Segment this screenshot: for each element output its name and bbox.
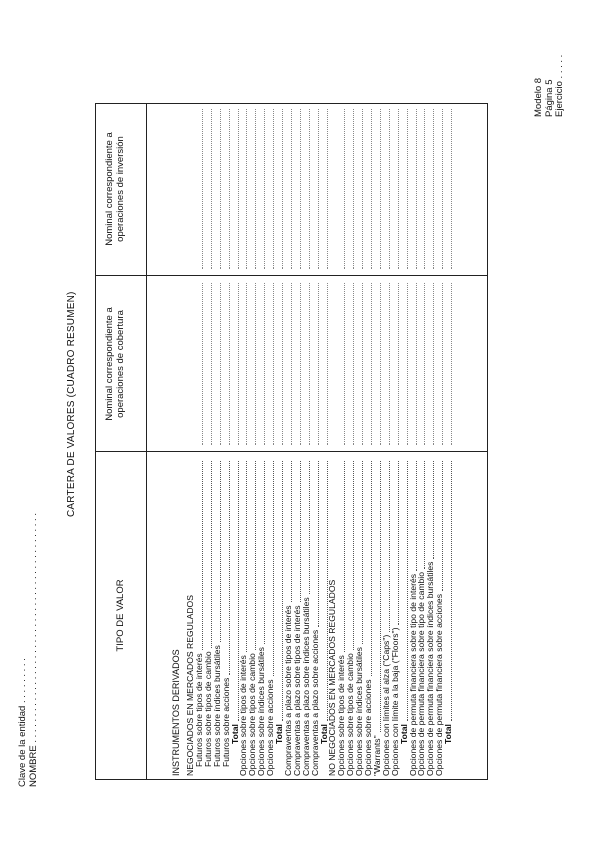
entity-header <box>18 513 39 787</box>
table-row-label <box>213 645 222 767</box>
value-field-investment[interactable] <box>273 109 274 269</box>
value-field-investment[interactable] <box>327 109 328 269</box>
leader-dots <box>246 461 247 652</box>
entity-key-label: Clave de la entidad <box>17 705 28 787</box>
row-text: Opciones de permuta financiera sobre índices bursátiles <box>425 561 436 776</box>
row-text: Opciones sobre índices bursátiles <box>256 647 267 776</box>
row-text: Opciones con límite a la baja ("Floors") <box>389 627 400 776</box>
value-field-hedge[interactable] <box>273 283 274 445</box>
row-text: Opciones con límites al alza ("Caps") <box>380 634 391 776</box>
row-text: Opciones sobre acciones <box>265 679 276 776</box>
value-field-investment[interactable] <box>255 109 256 269</box>
leader-dots <box>273 461 274 676</box>
value-field-hedge[interactable] <box>291 283 292 445</box>
value-field-hedge[interactable] <box>344 283 345 445</box>
value-field-investment[interactable] <box>380 109 381 269</box>
value-field-investment[interactable] <box>318 109 319 269</box>
value-field-investment[interactable] <box>246 109 247 269</box>
row-text: Opciones de permuta financiera sobre acciones <box>434 593 445 776</box>
value-field-investment[interactable] <box>398 109 399 269</box>
name-line <box>29 513 39 787</box>
value-field-hedge[interactable] <box>309 283 310 445</box>
leader-dots <box>433 461 434 559</box>
value-field-investment[interactable] <box>407 109 408 269</box>
value-field-investment[interactable] <box>344 109 345 269</box>
row-text: NEGOCIADOS EN MERCADOS REGULADOS <box>185 595 195 776</box>
section-title: INSTRUMENTOS DERIVADOS <box>171 649 181 776</box>
leader-dots <box>229 461 230 675</box>
value-field-hedge[interactable] <box>362 283 363 445</box>
value-field-hedge[interactable] <box>327 283 328 445</box>
value-field-hedge[interactable] <box>220 283 221 445</box>
row-text: Futuros sobre acciones <box>220 677 231 767</box>
leader-dots <box>451 461 452 721</box>
value-field-hedge[interactable] <box>238 283 239 445</box>
entity-key-dots: . . . . . . . . . <box>17 658 28 704</box>
row-text: Opciones de permuta financiera sobre tipo de cambio <box>416 572 427 776</box>
value-field-hedge[interactable] <box>255 283 256 445</box>
leader-dots <box>202 461 203 650</box>
value-field-hedge[interactable] <box>246 283 247 445</box>
row-text: Opciones sobre acciones <box>363 679 373 776</box>
row-text: "Warrants" <box>371 735 382 776</box>
value-field-investment[interactable] <box>389 109 390 269</box>
page-label: Página 5 <box>543 79 555 117</box>
leader-dots <box>264 461 265 644</box>
column-header-investment: Nominal correspondiente a operaciones de inversión <box>104 132 126 246</box>
entity-key-line <box>18 513 28 787</box>
summary-table <box>95 103 488 780</box>
value-field-hedge[interactable] <box>389 283 390 445</box>
value-field-hedge[interactable] <box>202 283 203 445</box>
leader-dots <box>353 461 354 650</box>
leader-dots <box>371 461 372 676</box>
value-field-hedge[interactable] <box>442 283 443 445</box>
value-field-investment[interactable] <box>433 109 434 269</box>
row-text: NO NEGOCIADOS EN MERCADOS REGULADOS <box>327 579 338 776</box>
value-field-hedge[interactable] <box>398 283 399 445</box>
row-text: Compraventas a plazo sobre índices bursátiles <box>300 597 311 776</box>
leader-dots <box>220 461 221 642</box>
column-header-type: TIPO DE VALOR <box>115 579 126 652</box>
name-label: NOMBRE <box>27 745 39 787</box>
value-field-investment[interactable] <box>371 109 372 269</box>
column-divider-1 <box>96 451 487 452</box>
value-field-hedge[interactable] <box>264 283 265 445</box>
value-field-investment[interactable] <box>442 109 443 269</box>
value-field-hedge[interactable] <box>300 283 301 445</box>
leader-dots <box>398 461 399 625</box>
value-field-hedge[interactable] <box>371 283 372 445</box>
row-text: Total <box>398 724 409 744</box>
value-field-investment[interactable] <box>424 109 425 269</box>
value-field-hedge[interactable] <box>353 283 354 445</box>
table-row-label <box>311 630 320 776</box>
page-title: CARTERA DE VALORES (CUADRO RESUMEN) <box>66 291 77 517</box>
row-text: Opciones sobre tipos de cambio <box>345 653 356 776</box>
leader-dots <box>416 461 417 571</box>
row-text: Opciones sobre índices bursátiles <box>354 647 365 776</box>
value-field-hedge[interactable] <box>451 283 452 445</box>
total-row-label <box>400 724 409 744</box>
value-field-hedge[interactable] <box>424 283 425 445</box>
row-text: Opciones sobre tipos de interés <box>238 655 249 776</box>
row-text: Futuros sobre índices bursátiles <box>211 645 222 767</box>
row-text: Compraventas a plazo sobre acciones <box>309 629 320 776</box>
value-field-investment[interactable] <box>291 109 292 269</box>
value-field-hedge[interactable] <box>433 283 434 445</box>
model-label: Modelo 8 <box>533 77 544 117</box>
leader-dots <box>442 461 443 591</box>
value-field-investment[interactable] <box>362 109 363 269</box>
leader-dots <box>300 461 301 602</box>
header-row-divider <box>146 104 147 779</box>
table-row-label <box>302 597 311 776</box>
table-row-label <box>391 628 400 776</box>
row-text: Futuros sobre tipos de interés <box>193 653 204 767</box>
row-text: Opciones sobre tipos de interés <box>336 655 347 776</box>
leader-dots <box>389 461 390 632</box>
name-dots: . . . . . . . . . . . . . . . . . . . . . . . . . . . . . . . . . . . . . . . . . . . . <box>27 513 39 743</box>
row-text: Total <box>229 724 240 744</box>
value-field-hedge[interactable] <box>229 283 230 445</box>
leader-dots <box>291 461 292 602</box>
leader-dots <box>255 461 256 650</box>
value-field-investment[interactable] <box>229 109 230 269</box>
value-field-investment[interactable] <box>238 109 239 269</box>
row-text: Opciones sobre tipos de cambio <box>247 653 258 776</box>
row-text: Futuros sobre tipos de cambio <box>202 651 213 767</box>
model-header <box>534 55 566 117</box>
leader-dots <box>309 461 310 594</box>
total-row-label <box>444 724 453 744</box>
column-divider-2 <box>96 275 487 276</box>
value-field-hedge[interactable] <box>282 283 283 445</box>
value-field-investment[interactable] <box>300 109 301 269</box>
value-field-investment[interactable] <box>282 109 283 269</box>
value-field-hedge[interactable] <box>407 283 408 445</box>
column-header-hedge: Nominal correspondiente a operaciones de cobertura <box>104 307 126 421</box>
value-field-investment[interactable] <box>451 109 452 269</box>
leader-dots <box>424 461 425 569</box>
row-text: Total <box>318 724 329 744</box>
value-field-investment[interactable] <box>416 109 417 269</box>
value-field-investment[interactable] <box>202 109 203 269</box>
table-row-label <box>435 594 444 776</box>
row-text: Opciones de permuta financiera sobre tipo de interés <box>407 573 418 776</box>
leader-dots <box>362 461 363 644</box>
value-field-investment[interactable] <box>353 109 354 269</box>
value-field-hedge[interactable] <box>318 283 319 445</box>
leader-dots <box>344 461 345 652</box>
exercise-label: Ejercicio . . . . . <box>554 54 565 117</box>
table-row-label <box>222 678 231 767</box>
value-field-investment[interactable] <box>264 109 265 269</box>
value-field-hedge[interactable] <box>211 283 212 445</box>
value-field-hedge[interactable] <box>416 283 417 445</box>
row-text: Total <box>274 724 284 744</box>
row-text: Total <box>443 724 454 744</box>
value-field-investment[interactable] <box>309 109 310 269</box>
leader-dots <box>211 461 212 648</box>
value-field-investment[interactable] <box>220 109 221 269</box>
row-text: Compraventas a plazo sobre tipos de interés <box>282 605 293 776</box>
value-field-hedge[interactable] <box>380 283 381 445</box>
leader-dots <box>318 461 319 627</box>
row-text: Compraventas a plazo sobre tipos de interés <box>291 605 302 776</box>
value-field-investment[interactable] <box>211 109 212 269</box>
